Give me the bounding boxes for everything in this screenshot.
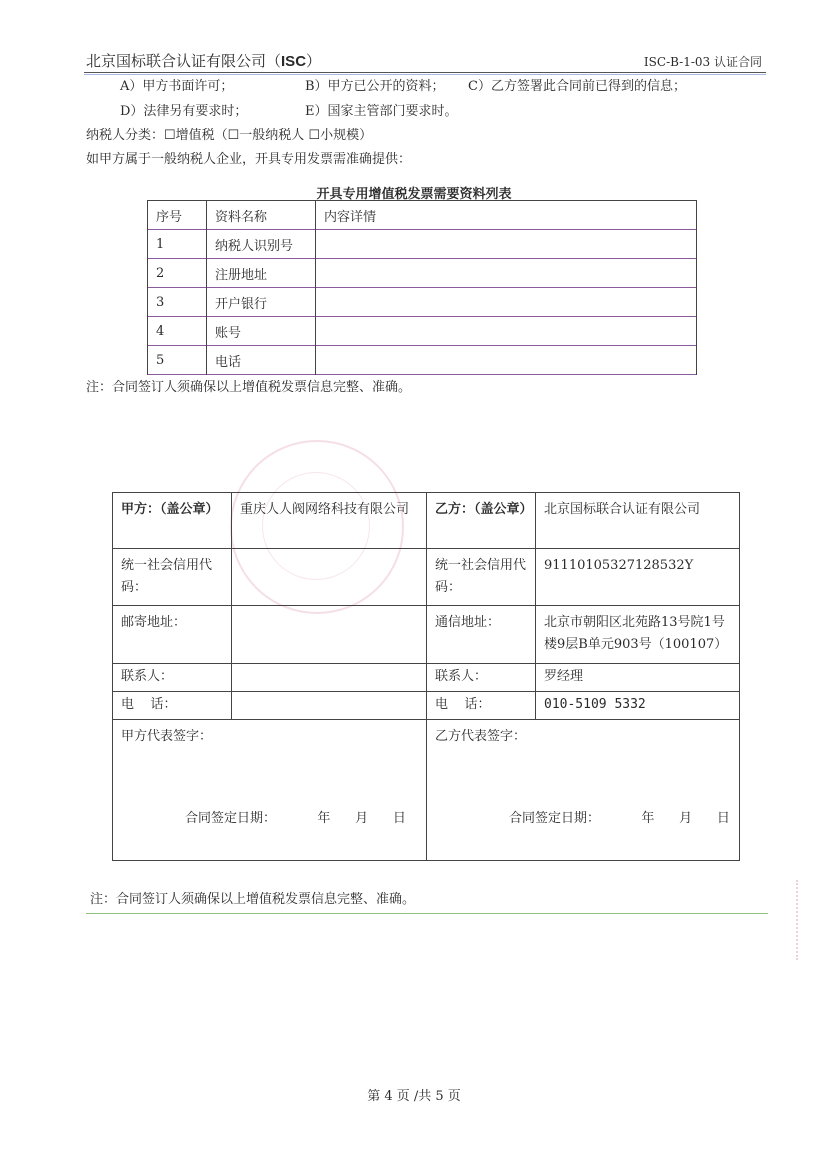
party-b-label: 乙方：（盖公章）	[427, 493, 536, 549]
clause-c: C）乙方签署此合同前已得到的信息；	[468, 79, 686, 94]
table-row	[148, 288, 697, 317]
clause-d: D）法律另有要求时；	[120, 104, 248, 119]
doc-code: ISC-B-1-03 认证合同	[643, 55, 762, 69]
party-a-contact	[232, 664, 427, 692]
row-index: 1	[148, 230, 207, 259]
row-item: 纳税人识别号	[207, 230, 316, 259]
col-header-item: 资料名称	[207, 201, 316, 230]
row-index: 5	[148, 346, 207, 375]
party-a-sign-date	[185, 808, 406, 830]
row-detail	[316, 346, 697, 375]
invoice-info-table	[147, 200, 697, 375]
clause-a: A）甲方书面许可；	[120, 79, 234, 94]
party-a-address	[232, 606, 427, 664]
edge-seal-mark	[796, 880, 820, 960]
party-b-signature-cell	[427, 720, 740, 861]
table-row	[148, 346, 697, 375]
invoice-table-caption: 开具专用增值税发票需要资料列表	[316, 187, 512, 202]
party-b-address: 北京市朝阳区北苑路13号院1号楼9层B单元903号（100107）	[536, 606, 740, 664]
table-row	[148, 317, 697, 346]
row-item: 开户银行	[207, 288, 316, 317]
party-b-name: 北京国标联合认证有限公司	[536, 493, 740, 549]
party-b-credit-code: 91110105327128532Y	[536, 549, 740, 606]
company-close: ）	[306, 52, 322, 70]
invoice-note: 注：合同签订人须确保以上增值税发票信息完整、准确。	[86, 380, 412, 395]
row-item: 账号	[207, 317, 316, 346]
header-divider	[84, 72, 766, 73]
address-row	[113, 606, 740, 664]
phone-row	[113, 692, 740, 720]
row-index: 2	[148, 259, 207, 288]
signature-row	[113, 720, 740, 861]
date-units: 年 月 日	[317, 811, 406, 826]
party-b-contact-label: 联系人：	[427, 664, 536, 692]
party-b-credit-label: 统一社会信用代码：	[427, 549, 536, 606]
party-b-address-label: 通信地址：	[427, 606, 536, 664]
party-b-contact: 罗经理	[536, 664, 740, 692]
party-a-credit-label: 统一社会信用代码：	[113, 549, 232, 606]
party-b-phone: 010-5109 5332	[536, 692, 740, 720]
note-underline	[86, 913, 768, 914]
col-header-detail: 内容详情	[316, 201, 697, 230]
party-a-address-label: 邮寄地址：	[113, 606, 232, 664]
company-name: 北京国标联合认证有限公司（	[86, 52, 282, 70]
date-units: 年 月 日	[641, 811, 730, 826]
tax-category: 纳税人分类：☐增值税（☐一般纳税人 ☐小规模）	[86, 128, 373, 143]
row-detail	[316, 259, 697, 288]
row-index: 3	[148, 288, 207, 317]
party-b-phone-label: 电 话：	[427, 692, 536, 720]
party-a-signature-cell	[113, 720, 427, 861]
party-b-rep-label: 乙方代表签字：	[435, 729, 527, 744]
row-detail	[316, 317, 697, 346]
clause-e: E）国家主管部门要求时。	[305, 104, 458, 119]
invoice-note-2: 注：合同签订人须确保以上增值税发票信息完整、准确。	[90, 892, 416, 907]
row-item: 注册地址	[207, 259, 316, 288]
row-item: 电话	[207, 346, 316, 375]
party-a-phone-label: 电 话：	[113, 692, 232, 720]
party-a-rep-label: 甲方代表签字：	[121, 729, 213, 744]
company-abbr: ISC	[281, 53, 307, 70]
row-detail	[316, 288, 697, 317]
party-name-row	[113, 493, 740, 549]
parties-table	[112, 492, 740, 861]
credit-code-row	[113, 549, 740, 606]
clause-b: B）甲方已公开的资料；	[305, 79, 445, 94]
date-label: 合同签定日期：	[185, 811, 277, 826]
party-a-label: 甲方：（盖公章）	[113, 493, 232, 549]
col-header-index: 序号	[148, 201, 207, 230]
table-row	[148, 259, 697, 288]
table-row	[148, 230, 697, 259]
row-detail	[316, 230, 697, 259]
tax-instruction: 如甲方属于一般纳税人企业，开具专用发票需准确提供：	[86, 152, 412, 167]
page-number: 第 4 页 /共 5 页	[367, 1089, 461, 1104]
table-header-row	[148, 201, 697, 230]
party-a-contact-label: 联系人：	[113, 664, 232, 692]
party-a-name: 重庆人人阀网络科技有限公司	[232, 493, 427, 549]
row-index: 4	[148, 317, 207, 346]
date-label: 合同签定日期：	[509, 811, 601, 826]
party-a-credit-code	[232, 549, 427, 606]
party-b-sign-date	[509, 808, 730, 830]
party-a-phone	[232, 692, 427, 720]
header-company	[86, 50, 321, 71]
contact-row	[113, 664, 740, 692]
